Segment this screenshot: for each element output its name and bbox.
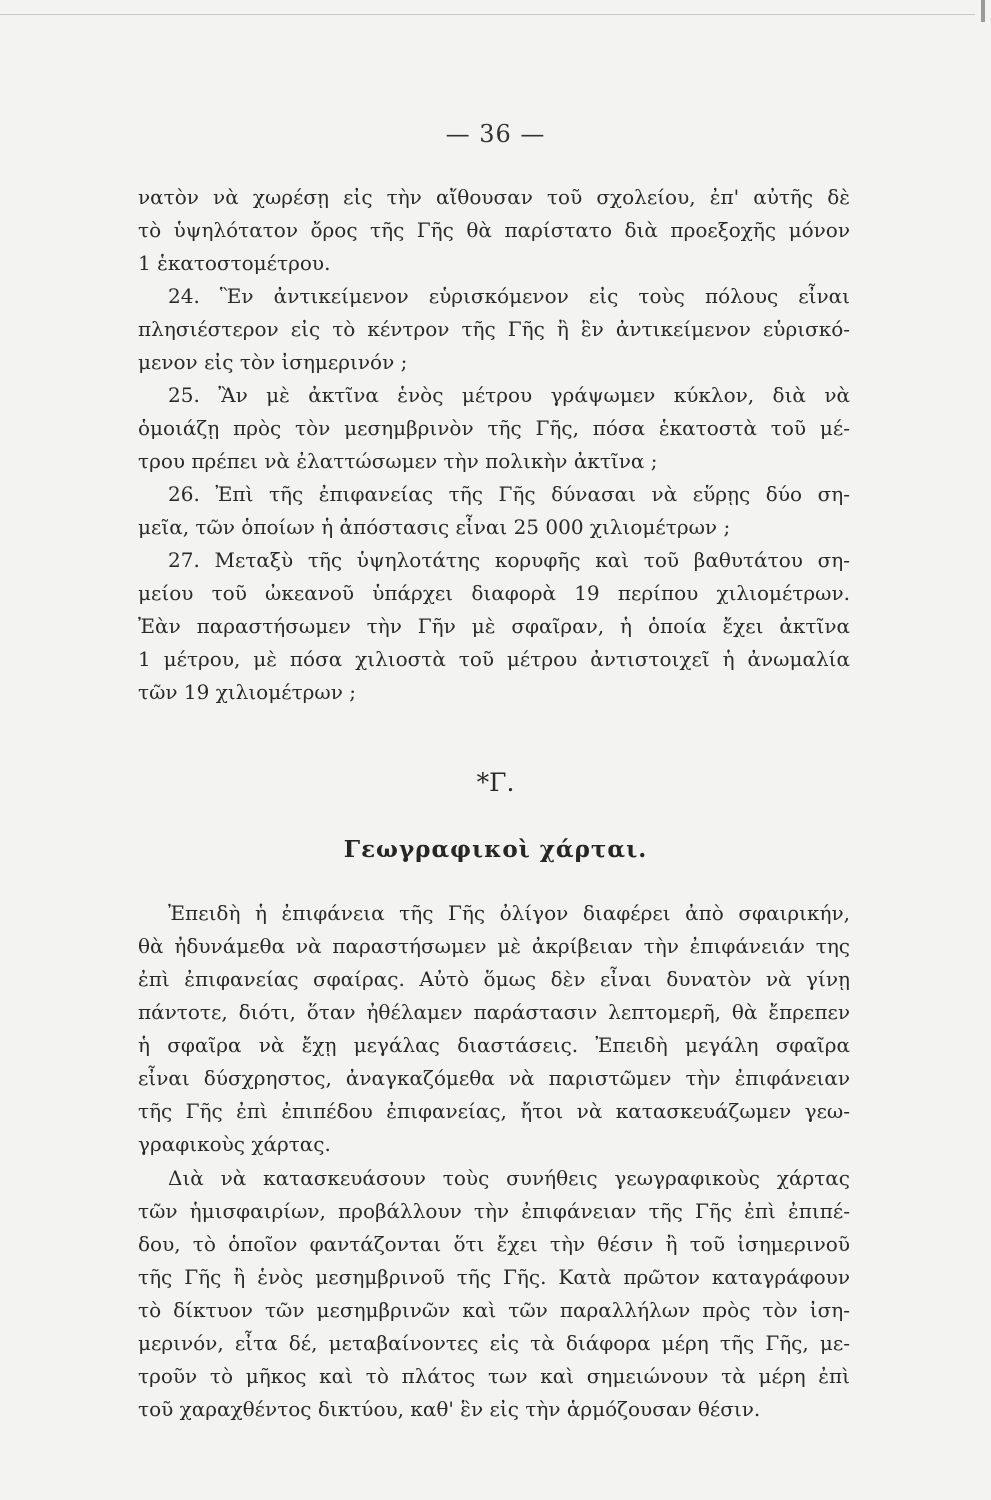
text-line: τὸ δίκτυον τῶν μεσημβρινῶν καὶ τῶν παραλλήλων πρὸς τὸν ἰση- [138,1298,850,1322]
text-line: τῶν ἡμισφαιρίων, προβάλλουν τὴν ἐπιφάνειαν τῆς Γῆς ἐπὶ ἐπιπέ- [138,1199,850,1223]
paragraph-maps-intro [138,897,850,1161]
text-line: τῶν 19 χιλιομέτρων ; [138,680,356,704]
text-line: μερινόν, εἶτα δέ, μεταβαίνοντες εἰς τὰ διάφορα μέρη τῆς Γῆς, με- [138,1331,850,1355]
text-line: τοῦ χαραχθέντος δικτύου, καθ' ἓν εἰς τὴν ἁρμόζουσαν θέσιν. [138,1397,761,1421]
text-line: γραφικοὺς χάρτας. [138,1132,331,1156]
question-26 [138,478,850,544]
text-line: δου, τὸ ὁποῖον φαντάζονται ὅτι ἔχει τὴν θέσιν ἢ τοῦ ἰσημερινοῦ [138,1232,850,1256]
text-line: 24. Ἓν ἀντικείμενον εὑρισκόμενον εἰς τοὺς πόλους εἶναι [168,284,850,308]
text-line: ἐπὶ ἐπιφανείας σφαίρας. Αὐτὸ ὅμως δὲν εἶναι δυνατὸν νὰ γίνῃ [138,967,850,991]
text-line: τὸ ὑψηλότατον ὄρος τῆς Γῆς θὰ παρίστατο διὰ προεξοχῆς μόνον [138,218,850,242]
text-line: τροῦν τὸ μῆκος καὶ τὸ πλάτος των καὶ σημειώνουν τὰ μέρη ἐπὶ [138,1364,850,1388]
text-line: πάντοτε, διότι, ὅταν ἠθέλαμεν παράστασιν λεπτομερῆ, θὰ ἔπρεπεν [138,1000,850,1024]
question-25 [138,379,850,478]
text-line: νατὸν νὰ χωρέσῃ εἰς τὴν αἴθουσαν τοῦ σχολείου, ἐπ' αὐτῆς δὲ [138,185,850,209]
text-line: μενον εἰς τὸν ἰσημερινόν ; [138,350,408,374]
question-27 [138,544,850,709]
text-line: πλησιέστερον εἰς τὸ κέντρον τῆς Γῆς ἢ ἓν ἀντικείμενον εὑρισκό- [138,317,850,341]
text-line: τῆς Γῆς ἢ ἑνὸς μεσημβρινοῦ τῆς Γῆς. Κατὰ πρῶτον καταγράφουν [138,1265,850,1289]
paragraph-continuation [138,181,850,280]
text-line: τῆς Γῆς ἐπὶ ἐπιπέδου ἐπιφανείας, ἤτοι νὰ κατασκευάζωμεν γεω- [138,1099,850,1123]
text-line: Ἐπειδὴ ἡ ἐπιφάνεια τῆς Γῆς ὀλίγον διαφέρει ἀπὸ σφαιρικήν, [168,901,850,925]
text-line: 26. Ἐπὶ τῆς ἐπιφανείας τῆς Γῆς δύνασαι νὰ εὕρῃς δύο ση- [168,482,850,506]
text-line: Ἐὰν παραστήσωμεν τὴν Γῆν μὲ σφαῖραν, ἡ ὁποία ἔχει ἀκτῖνα [138,614,850,638]
text-line: ὁμοιάζῃ πρὸς τὸν μεσημβρινὸν τῆς Γῆς, πόσα ἑκατοστὰ τοῦ μέ- [138,416,850,440]
page-number: — 36 — [445,120,546,148]
text-line: μεῖα, τῶν ὁποίων ἡ ἀπόστασις εἶναι 25 000 χιλιομέτρων ; [138,515,731,539]
top-edge-line [0,14,975,15]
text-line: 1 ἑκατοστομέτρου. [138,251,331,275]
text-line: εἶναι δύσχρηστος, ἀναγκαζόμεθα νὰ παριστῶμεν τὴν ἐπιφάνειαν [138,1066,850,1090]
section-title: Γεωγραφικοὶ χάρται. [343,836,648,863]
text-line: 27. Μεταξὺ τῆς ὑψηλοτάτης κορυφῆς καὶ τοῦ βαθυτάτου ση- [168,548,850,572]
text-line: θὰ ἠδυνάμεθα νὰ παραστήσωμεν μὲ ἀκρίβειαν τὴν ἐπιφάνειάν της [138,934,850,958]
paragraph-maps-construction [138,1162,850,1426]
section-marker: *Γ. [476,768,515,797]
text-line: Διὰ νὰ κατασκευάσουν τοὺς συνήθεις γεωγραφικοὺς χάρτας [168,1166,850,1190]
text-line: 25. Ἂν μὲ ἀκτῖνα ἑνὸς μέτρου γράψωμεν κύκλον, διὰ νὰ [168,383,850,407]
text-line: τρου πρέπει νὰ ἐλαττώσωμεν τὴν πολικὴν ἀκτῖνα ; [138,449,658,473]
question-24 [138,280,850,379]
text-line: μείου τοῦ ὠκεανοῦ ὑπάρχει διαφορὰ 19 περίπου χιλιομέτρων. [138,581,850,605]
text-line: ἡ σφαῖρα νὰ ἔχῃ μεγάλας διαστάσεις. Ἐπειδὴ μεγάλη σφαῖρα [138,1033,850,1057]
text-line: 1 μέτρου, μὲ πόσα χιλιοστὰ τοῦ μέτρου ἀντιστοιχεῖ ἡ ἀνωμαλία [138,647,850,671]
page-edge-mark [981,0,985,22]
